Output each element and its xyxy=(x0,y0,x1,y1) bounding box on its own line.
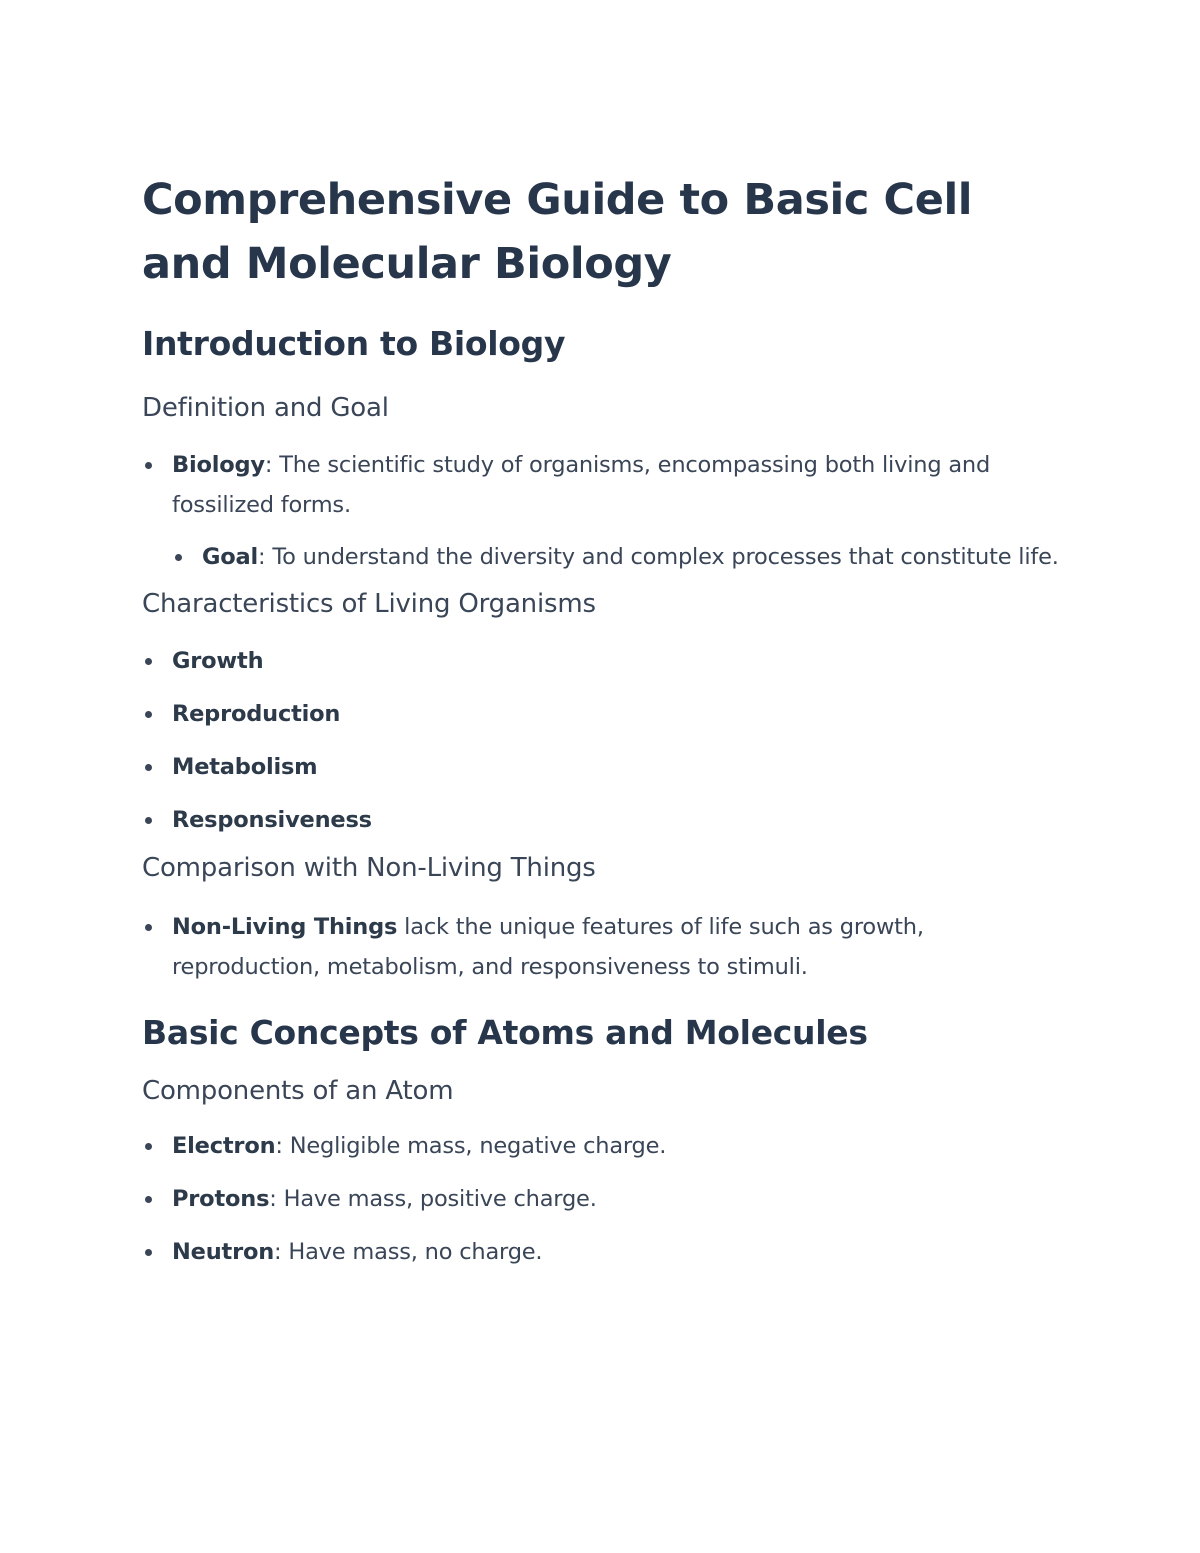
list-item-characteristic xyxy=(142,641,1060,681)
section-heading-introduction: Introduction to Biology xyxy=(142,324,566,363)
term-neutron: Neutron xyxy=(172,1239,275,1265)
list-item-characteristic xyxy=(142,800,1060,840)
document-title: Comprehensive Guide to Basic Cell and Molecular Biology xyxy=(142,175,973,289)
list-item-neutron xyxy=(142,1232,1060,1272)
term-biology: Biology xyxy=(172,452,265,478)
characteristics-list xyxy=(142,641,1060,840)
term-growth: Growth xyxy=(172,648,264,674)
list-item-biology xyxy=(142,445,1060,525)
subsection-heading-comparison: Comparison with Non-Living Things xyxy=(142,853,596,883)
goal-list xyxy=(172,537,1060,577)
text-neutron: : Have mass, no charge. xyxy=(274,1239,543,1265)
term-protons: Protons xyxy=(172,1186,270,1212)
list-item-non-living xyxy=(142,907,1060,987)
list-item-characteristic xyxy=(142,747,1060,787)
text-electron: : Negligible mass, negative charge. xyxy=(275,1133,667,1159)
comparison-list xyxy=(142,907,1060,987)
term-goal: Goal xyxy=(202,544,259,570)
term-non-living: Non-Living Things xyxy=(172,914,398,940)
term-metabolism: Metabolism xyxy=(172,754,318,780)
list-item-protons xyxy=(142,1179,1060,1219)
subsection-heading-definition: Definition and Goal xyxy=(142,393,389,423)
text-protons: : Have mass, positive charge. xyxy=(269,1186,597,1212)
list-item-goal xyxy=(172,537,1060,577)
text-goal: : To understand the diversity and complex processes that constitute life. xyxy=(258,544,1059,570)
subsection-heading-components: Components of an Atom xyxy=(142,1076,454,1106)
text-non-living: lack the unique features of life such as growth, reproduction, metabolism, and responsiveness to stimuli. xyxy=(172,914,924,980)
term-responsiveness: Responsiveness xyxy=(172,807,372,833)
list-item-characteristic xyxy=(142,694,1060,734)
section-heading-atoms: Basic Concepts of Atoms and Molecules xyxy=(142,1013,868,1052)
subsection-heading-characteristics: Characteristics of Living Organisms xyxy=(142,589,596,619)
components-list xyxy=(142,1126,1060,1272)
definition-list xyxy=(142,445,1060,525)
term-reproduction: Reproduction xyxy=(172,701,341,727)
text-biology: : The scientific study of organisms, encompassing both living and fossilized forms. xyxy=(172,452,991,518)
term-electron: Electron xyxy=(172,1133,276,1159)
list-item-electron xyxy=(142,1126,1060,1166)
